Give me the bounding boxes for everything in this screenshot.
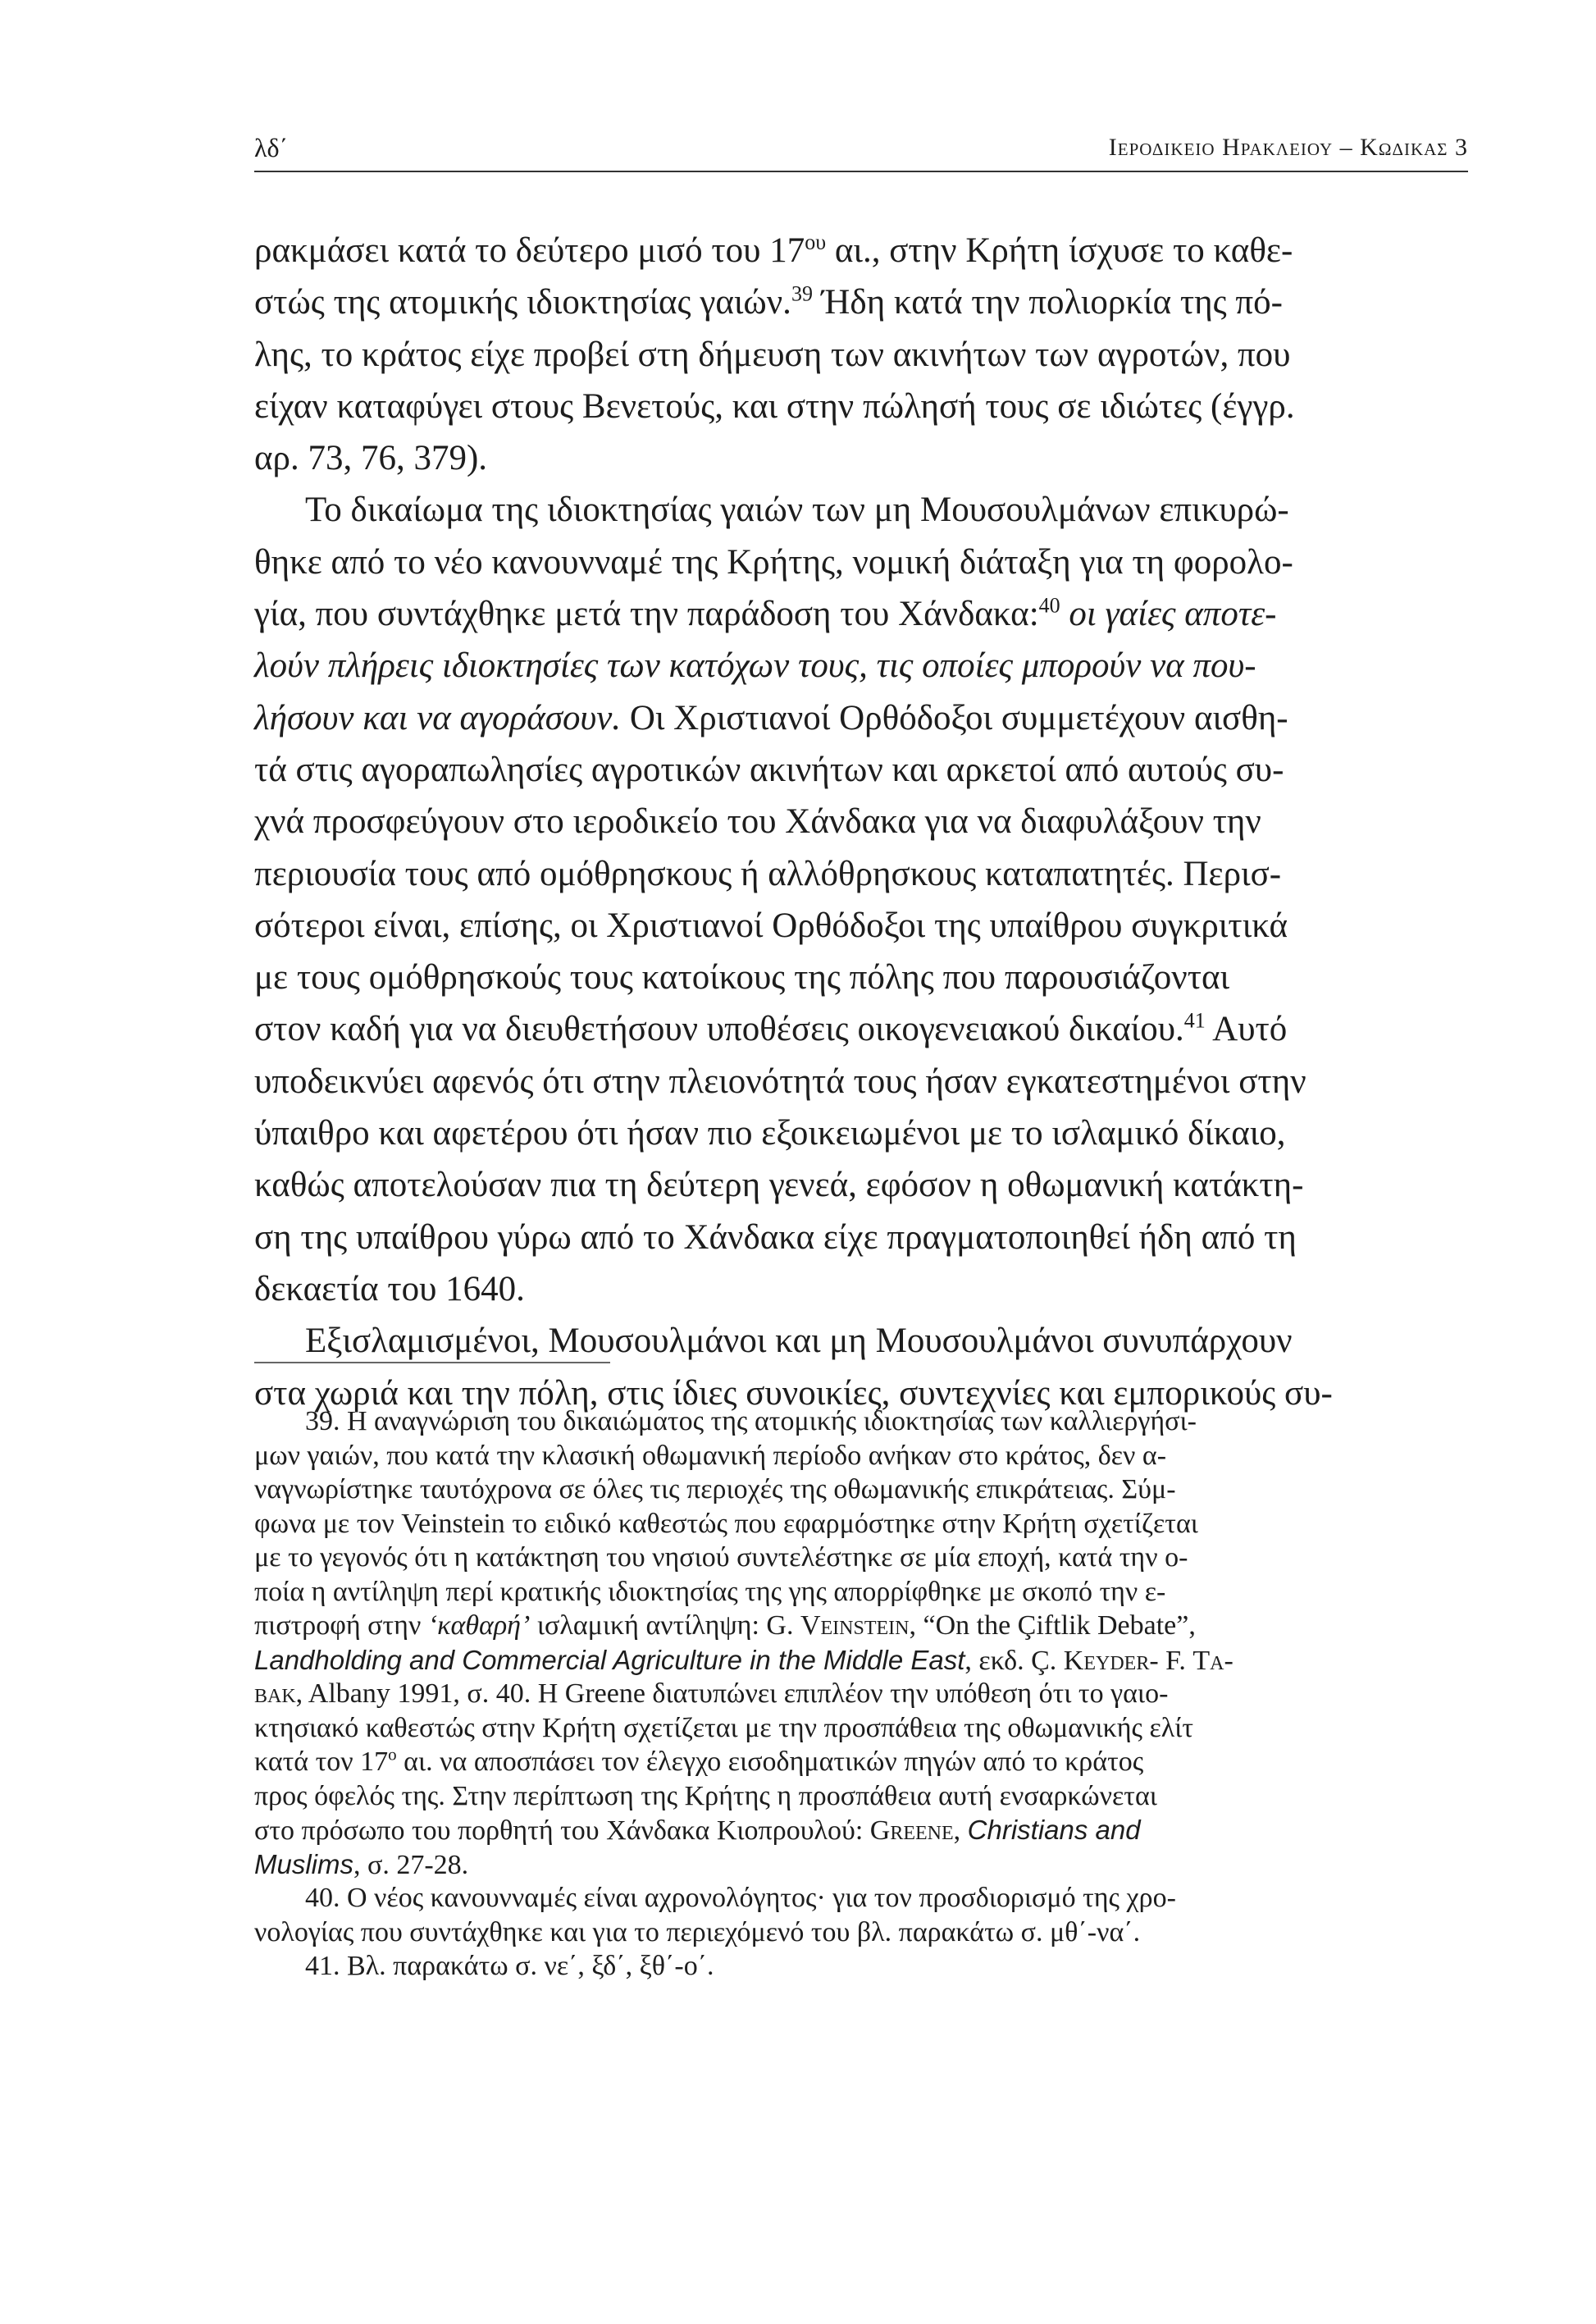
text-line: υποδεικνύει αφενός ότι στην πλειονότητά τους ήσαν εγκατεστημένοι στην (254, 1062, 1306, 1101)
footnote-ref-39: 39 (791, 281, 813, 306)
footnote-line: νολογίας που συντάχθηκε και για το περιεχόμενό του βλ. παρακάτω σ. μθ΄-να΄. (254, 1916, 1141, 1947)
text-line: καθώς αποτελούσαν πια τη δεύτερη γενεά, εφόσον η οθωμανική κατάκτη- (254, 1166, 1304, 1205)
footnote-line: Landholding and Commercial Agriculture in the Middle East, εκδ. Ç. Keyder- F. Ta- (254, 1644, 1233, 1676)
footnote-line: στο πρόσωπο του πορθητή του Χάνδακα Κιοπρουλού: Greene, Christians and (254, 1815, 1141, 1846)
text-line: ρακμάσει κατά το δεύτερο μισό του $17^{o\upsilon}$ αι., στην Κρήτη ίσχυσε το καθε- (254, 230, 1293, 270)
footnote-line: bak, Albany 1991, σ. 40. Η Greene διατυπώνει επιπλέον την υπόθεση ότι το γαιο- (254, 1678, 1169, 1709)
footnote-line: κατά τον $17^o$ αι. να αποσπάσει τον έλεγχο εισοδηματικών πηγών από το κράτος (254, 1744, 1144, 1777)
footnote-line: με το γεγονός ότι η κατάκτηση του νησιού συντελέστηκε σε μία εποχή, κατά την ο- (254, 1542, 1188, 1573)
text-line: λούν πλήρεις ιδιοκτησίες των κατόχων τους, τις οποίες μπορούν να που- (254, 646, 1256, 686)
text-line: στον καδή για να διευθετήσουν υποθέσεις οικογενειακού δικαίου.$^{41}$ Αυτό (254, 1009, 1288, 1049)
running-title: Ιεροδικειο Ηρακλειου – Κωδικας 3 (1108, 134, 1468, 161)
footnote-line: ποία η αντίληψη περί κρατικής ιδιοκτησίας της γης απορρίφθηκε με σκοπό την ε- (254, 1576, 1166, 1607)
footnote-line: κτησιακό καθεστώς στην Κρήτη σχετίζεται με την προσπάθεια της οθωμανικής ελίτ (254, 1712, 1194, 1743)
paragraph-start: Το δικαίωμα της ιδιοκτησίας γαιών των μη Μουσουλμάνων επικυρώ- (305, 491, 1289, 530)
footnote-separator (254, 1362, 610, 1363)
footnote-line: μων γαιών, που κατά την κλασική οθωμανική περίοδο ανήκαν στο κράτος, δεν α- (254, 1440, 1167, 1471)
footnote-line: πιστροφή στην ‘καθαρή’ ισλαμική αντίληψη: G. Veinstein, “On the Çiftlik Debate”, (254, 1610, 1196, 1641)
text-line: ση της υπαίθρου γύρω από το Χάνδακα είχε πραγματοποιηθεί ήδη από τη (254, 1217, 1297, 1257)
text-line: δεκαετία του 1640. (254, 1269, 525, 1308)
text-line: χνά προσφεύγουν στο ιεροδικείο του Χάνδακα για να διαφυλάξουν την (254, 802, 1261, 842)
text-line: σότεροι είναι, επίσης, οι Χριστιανοί Ορθόδοξοι της υπαίθρου συγκριτικά (254, 906, 1288, 945)
running-header (254, 131, 1468, 172)
footnote-line: φωνα με τον Veinstein το ειδικό καθεστώς που εφαρμόστηκε στην Κρήτη σχετίζεται (254, 1508, 1198, 1539)
text-line: περιουσία τους από ομόθρησκους ή αλλόθρησκους καταπατητές. Περισ- (254, 854, 1282, 893)
footnote-line: Muslims, σ. 27-28. (254, 1848, 469, 1880)
text-line: λήσουν και να αγοράσουν. Οι Χριστιανοί Ορθόδοξοι συμμετέχουν αισθη- (254, 698, 1288, 737)
footnote-ref-40: 40 (1038, 593, 1060, 618)
text-line: θηκε από το νέο κανουνναμέ της Κρήτης, νομική διάταξη για τη φορολο- (254, 542, 1293, 582)
footnote-40: 40. Ο νέος κανουνναμές είναι αχρονολόγητος· για τον προσδιορισμό της χρο- (305, 1883, 1176, 1913)
footnote-ref-41: 41 (1183, 1009, 1206, 1034)
footnotes (254, 1404, 1468, 1984)
main-text (254, 225, 1468, 1419)
footnote-line: προς όφελός της. Στην περίπτωση της Κρήτης η προσπάθεια αυτή ενσαρκώνεται (254, 1780, 1157, 1811)
footnote-39: 39. Η αναγνώριση του δικαιώματος της ατομικής ιδιοκτησίας των καλλιεργήσι- (305, 1406, 1197, 1436)
text-line: γία, που συντάχθηκε μετά την παράδοση του Χάνδακα:$^{40}$ οι γαίες αποτε- (254, 593, 1277, 634)
text-line: λης, το κράτος είχε προβεί στη δήμευση των ακινήτων των αγροτών, που (254, 335, 1291, 374)
footnote-line: ναγνωρίστηκε ταυτόχρονα σε όλες τις περιοχές της οθωμανικής επικράτειας. Σύμ- (254, 1474, 1176, 1504)
page-number: λδ΄ (254, 133, 289, 162)
text-line: τά στις αγοραπωλησίες αγροτικών ακινήτων και αρκετοί από αυτούς συ- (254, 750, 1284, 789)
text-line: με τους ομόθρησκούς τους κατοίκους της πόλης που παρουσιάζονται (254, 958, 1230, 998)
text-line: στα χωριά και την πόλη, στις ίδιες συνοικίες, συντεχνίες και εμπορικούς συ- (254, 1373, 1333, 1413)
text-line: είχαν καταφύγει στους Βενετούς, και στην πώλησή τους σε ιδιώτες (έγγρ. (254, 386, 1295, 426)
text-line: αρ. 73, 76, 379). (254, 439, 488, 478)
text-line: στώς της ατομικής ιδιοκτησίας γαιών.$^{39}$ Ήδη κατά την πολιορκία της πό- (254, 281, 1283, 322)
paragraph-start: Εξισλαμισμένοι, Μουσουλμάνοι και μη Μουσουλμάνοι συνυπάρχουν (305, 1322, 1293, 1361)
footnote-41: 41. Βλ. παρακάτω σ. νε΄, ξδ΄, ξθ΄-ο΄. (305, 1951, 714, 1981)
text-line: ύπαιθρο και αφετέρου ότι ήσαν πιο εξοικειωμένοι με το ισλαμικό δίκαιο, (254, 1114, 1286, 1153)
